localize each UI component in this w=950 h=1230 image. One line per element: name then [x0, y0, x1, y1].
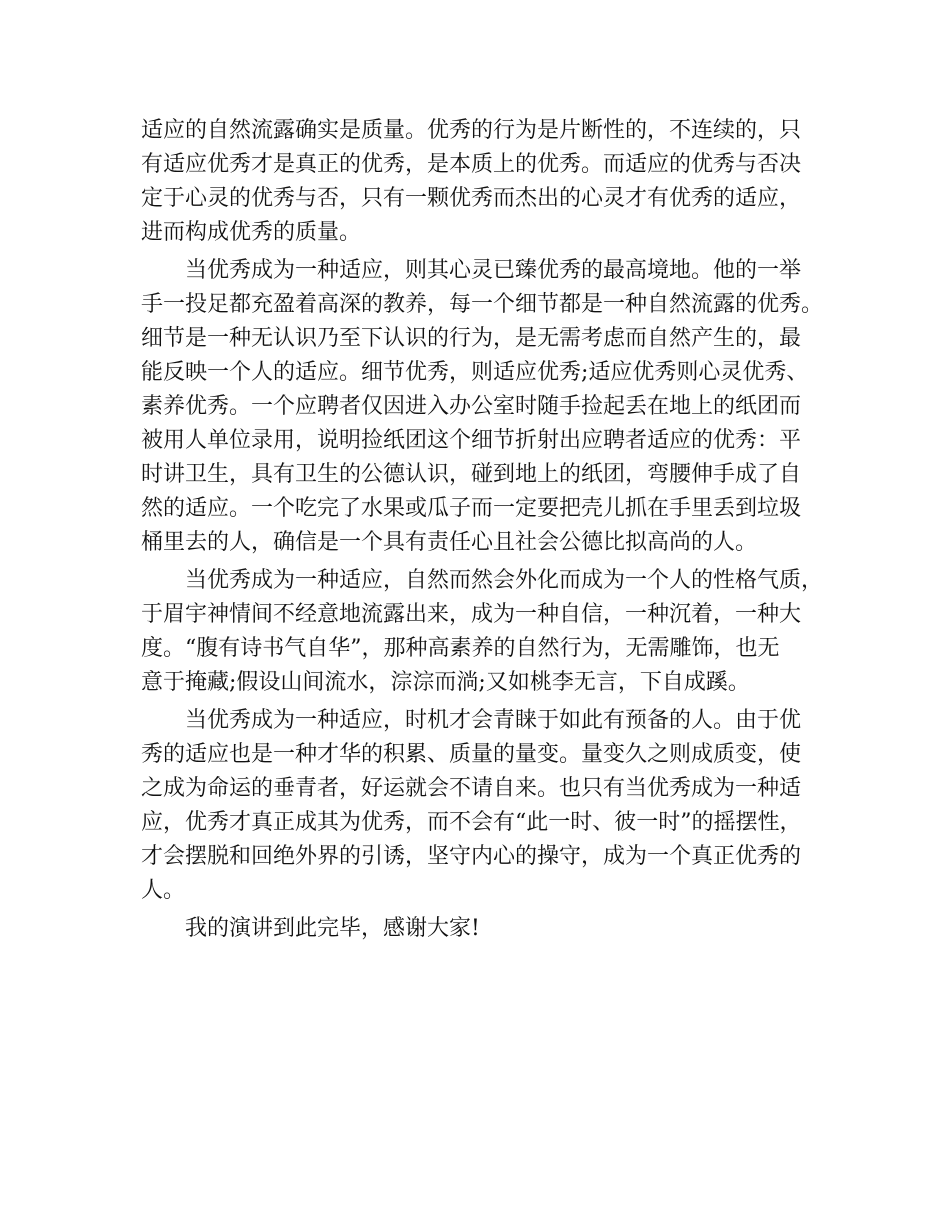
text-line: 应，优秀才真正成其为优秀，而不会有“此一时、彼一时”的摇摆性，: [141, 810, 802, 835]
text-line: 进而构成优秀的质量。: [141, 220, 362, 245]
text-line: 当优秀成为一种适应，自然而然会外化而成为一个人的性格气质，: [185, 568, 824, 593]
text-line: 才会摆脱和回绝外界的引诱，坚守内心的操守，成为一个真正优秀的: [141, 844, 802, 869]
text-line: 然的适应。一个吃完了水果或瓜子而一定要把壳儿抓在手里丢到垃圾: [141, 496, 802, 521]
text-line: 素养优秀。一个应聘者仅因进入办公室时随手捡起丢在地上的纸团而: [141, 394, 802, 419]
paragraph-3: [141, 564, 831, 700]
text-line: 手一投足都充盈着高深的教养，每一个细节都是一种自然流露的优秀。: [141, 292, 824, 317]
text-line: 定于心灵的优秀与否，只有一颗优秀而杰出的心灵才有优秀的适应，: [141, 186, 802, 211]
text-line: 秀的适应也是一种才华的积累、质量的量变。量变久之则成质变，使: [141, 742, 802, 767]
document-body: [141, 114, 831, 946]
text-line: 当优秀成为一种适应，则其心灵已臻优秀的最高境地。他的一举: [185, 258, 802, 283]
text-line: 能反映一个人的适应。细节优秀，则适应优秀;适应优秀则心灵优秀、: [141, 360, 809, 385]
paragraph-1: [141, 114, 831, 250]
text-line: 适应的自然流露确实是质量。优秀的行为是片断性的，不连续的，只: [141, 118, 802, 143]
paragraph-2: [141, 254, 831, 560]
text-line: 细节是一种无认识乃至下认识的行为，是无需考虑而自然产生的，最: [141, 326, 802, 351]
paragraph-4: [141, 704, 831, 908]
text-line: 时讲卫生，具有卫生的公德认识，碰到地上的纸团，弯腰伸手成了自: [141, 462, 802, 487]
text-line: 于眉宇神情间不经意地流露出来，成为一种自信，一种沉着，一种大: [141, 602, 802, 627]
paragraph-5: [141, 912, 831, 946]
text-line: 桶里去的人，确信是一个具有责任心且社会公德比拟高尚的人。: [141, 530, 758, 555]
text-line: 当优秀成为一种适应，时机才会青睐于如此有预备的人。由于优: [185, 708, 802, 733]
text-line: 之成为命运的垂青者，好运就会不请自来。也只有当优秀成为一种适: [141, 776, 802, 801]
text-line: 有适应优秀才是真正的优秀，是本质上的优秀。而适应的优秀与否决: [141, 152, 802, 177]
closing-line: 我的演讲到此完毕，感谢大家!: [185, 916, 480, 941]
text-line: 被用人单位录用，说明捡纸团这个细节折射出应聘者适应的优秀：平: [141, 428, 802, 453]
text-line: 意于掩藏;假设山间流水，淙淙而淌;又如桃李无言，下自成蹊。: [141, 670, 750, 695]
text-line: 人。: [141, 878, 186, 903]
text-line: 度。“腹有诗书气自华”，那种高素养的自然行为，无需雕饰，也无: [141, 636, 780, 661]
